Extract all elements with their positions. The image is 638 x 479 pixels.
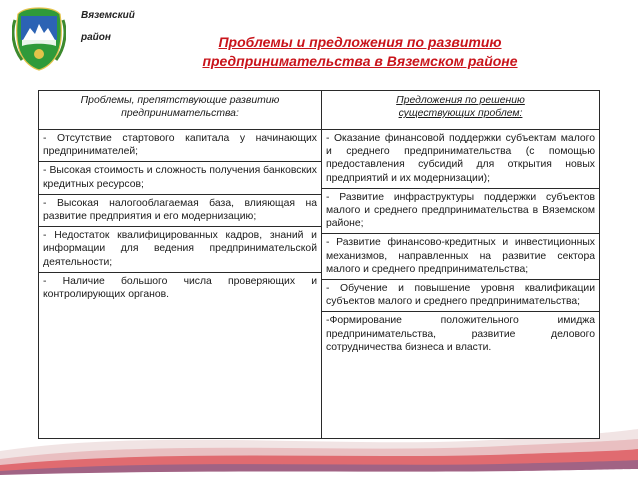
title-line1-rest: и предложения по развитию — [292, 34, 502, 50]
title-line1 — [170, 33, 550, 52]
region-name-line1: Вяземский — [81, 10, 135, 21]
proposal-item: - Развитие инфраструктуры поддержки субъектов малого и среднего предпринимательства в Вяземском районе; — [322, 189, 599, 235]
page-title — [170, 33, 550, 71]
district-coat-of-arms-icon — [12, 6, 66, 72]
problem-item: - Высокая стоимость и сложность получения банковских кредитных ресурсов; — [39, 162, 321, 194]
problems-proposals-table — [38, 90, 600, 439]
proposals-column — [322, 91, 599, 438]
proposals-header — [322, 91, 599, 130]
proposal-item: - Развитие финансово-кредитных и инвестиционных механизмов, направленных на развитие сектора малого и среднего предпринимательства; — [322, 234, 599, 280]
title-line2: предпринимательства в Вяземском районе — [202, 53, 518, 69]
proposals-header-line1: Предложения по решению — [396, 95, 525, 106]
proposal-item: -Формирование положительного имиджа предпринимательства, развитие делового сотрудничества бизнеса и власти. — [326, 315, 595, 353]
proposal-item: - Обучение и повышение уровня квалификации субъектов малого и среднего предпринимательства; — [322, 280, 599, 312]
problems-column — [39, 91, 322, 438]
proposals-header-line2: существующих проблем: — [398, 108, 523, 119]
problem-item: - Высокая налогооблагаемая база, влияющая на развитие предприятия и его модернизацию; — [39, 195, 321, 227]
problems-header — [39, 91, 321, 130]
problem-item: - Наличие большого числа проверяющих и контролирующих органов. — [43, 275, 317, 301]
problem-item: - Недостаток квалифицированных кадров, знаний и информации для ведения предпринимательской деятельности; — [39, 227, 321, 273]
region-name-line2: район — [81, 32, 111, 43]
problems-header-line2: предпринимательства: — [121, 108, 239, 119]
problem-item: - Отсутствие стартового капитала у начинающих предпринимателей; — [39, 130, 321, 162]
title-problems-word: Проблемы — [218, 34, 293, 50]
proposal-item: - Оказание финансовой поддержки субъектам малого и среднего предпринимательства (с помощью предоставления субсидий для открытия новых предприятий и их модернизации); — [322, 130, 599, 189]
problems-header-line1: Проблемы, препятствующие развитию — [80, 95, 280, 106]
